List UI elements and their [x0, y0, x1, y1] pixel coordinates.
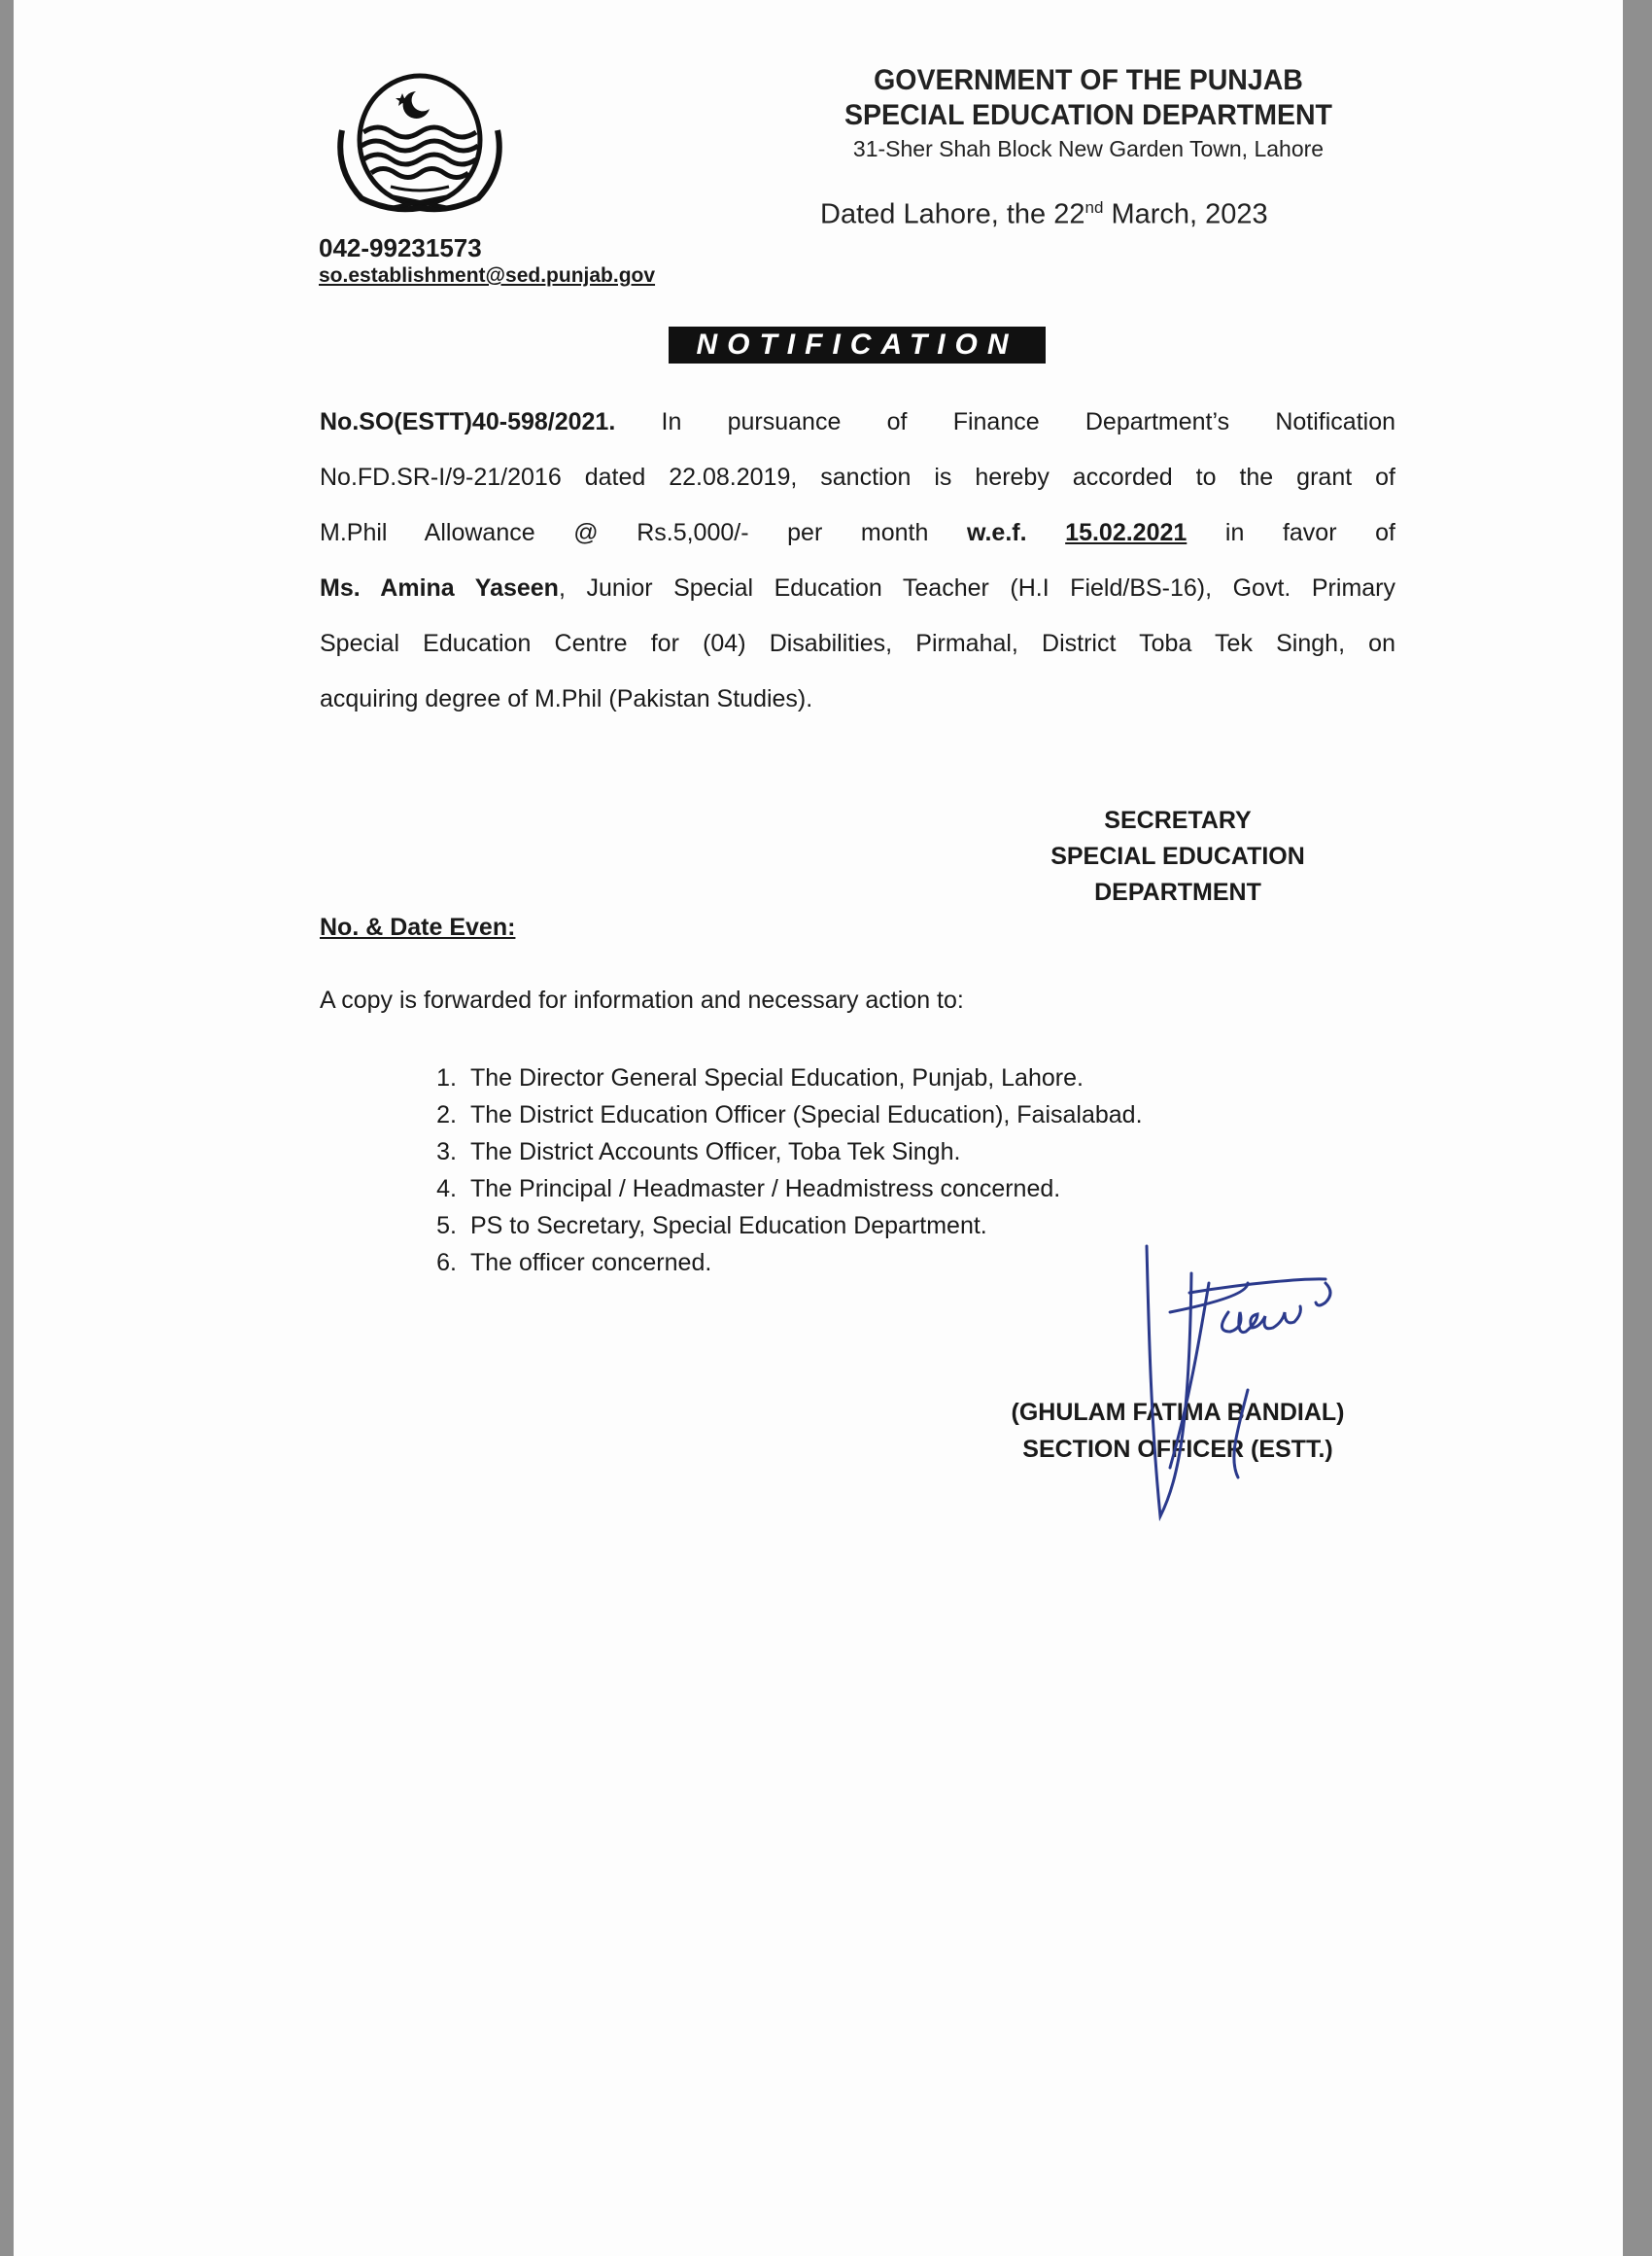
item-text: The District Education Officer (Special Education), Faisalabad.: [470, 1101, 1143, 1128]
item-number: 3.: [436, 1138, 457, 1165]
item-number: 2.: [436, 1101, 457, 1128]
punjab-government-logo: [323, 72, 517, 218]
item-text: The Director General Special Education, Punjab, Lahore.: [470, 1064, 1084, 1092]
phone-number: 042-99231573: [319, 233, 482, 262]
body-line: [320, 513, 1395, 569]
copy-forwarded-text: A copy is forwarded for information and necessary action to:: [320, 987, 964, 1014]
item-number: 6.: [436, 1249, 457, 1276]
list-item: [402, 1207, 1143, 1244]
body-text: in favor of: [1187, 519, 1395, 546]
item-text: PS to Secretary, Special Education Department.: [470, 1212, 987, 1239]
signatory-designation: SECTION OFFICER (ESTT.): [1022, 1436, 1333, 1463]
secretary-line: DEPARTMENT: [1094, 879, 1261, 906]
item-number: 4.: [436, 1175, 457, 1202]
item-number: 5.: [436, 1212, 457, 1239]
item-number: 1.: [436, 1064, 457, 1092]
dated-text: Dated Lahore, the 22: [820, 198, 1085, 230]
department-address: 31-Sher Shah Block New Garden Town, Lahore: [852, 136, 1325, 161]
body-text: , Junior Special Education Teacher (H.I Field/BS-16), Govt. Primary: [558, 574, 1395, 602]
notification-body: [320, 402, 1395, 735]
list-item: [402, 1133, 1143, 1170]
dated-month-year: March, 2023: [1103, 198, 1268, 230]
list-item: [402, 1244, 1143, 1281]
notification-number: No.SO(ESTT)40-598/2021.: [320, 408, 616, 435]
secretary-line: SPECIAL EDUCATION: [1050, 843, 1305, 870]
body-line: [320, 569, 1395, 624]
body-text: In pursuance of Finance Department’s Notification: [615, 408, 1395, 435]
wef-label: w.e.f.: [966, 519, 1027, 546]
no-date-even-label: No. & Date Even:: [320, 914, 516, 941]
secretary-block: [985, 803, 1370, 911]
secretary-line: SECRETARY: [1104, 807, 1252, 834]
list-item: [402, 1170, 1143, 1207]
government-heading: GOVERNMENT OF THE PUNJAB: [874, 64, 1303, 96]
notification-title: NOTIFICATION: [669, 327, 1046, 364]
body-line: Special Education Centre for (04) Disabilities, Pirmahal, District Toba Tek Singh, on: [320, 630, 1395, 657]
email-address: so.establishment@sed.punjab.gov: [319, 264, 656, 287]
list-item: [402, 1059, 1143, 1096]
effective-date: 15.02.2021: [1065, 519, 1187, 546]
body-line: acquiring degree of M.Phil (Pakistan Studies).: [320, 685, 813, 712]
item-text: The District Accounts Officer, Toba Tek Singh.: [470, 1138, 961, 1165]
item-text: The officer concerned.: [470, 1249, 712, 1276]
document-page: [14, 0, 1623, 2256]
body-line: No.FD.SR-I/9-21/2016 dated 22.08.2019, sanction is hereby accorded to the grant of: [320, 464, 1395, 491]
body-text: M.Phil Allowance @ Rs.5,000/- per month: [320, 519, 967, 546]
body-line: [320, 402, 1395, 458]
department-heading: SPECIAL EDUCATION DEPARTMENT: [844, 99, 1332, 131]
signatory-name: (GHULAM FATIMA BANDIAL): [1011, 1399, 1345, 1426]
dated-line: [820, 198, 1268, 231]
handwritten-signature: [1131, 1244, 1384, 1536]
employee-name: Ms. Amina Yaseen: [320, 574, 559, 602]
recipient-list: [402, 1059, 1143, 1281]
dated-sup: nd: [1084, 198, 1104, 217]
list-item: [402, 1096, 1143, 1133]
item-text: The Principal / Headmaster / Headmistress concerned.: [470, 1175, 1061, 1202]
